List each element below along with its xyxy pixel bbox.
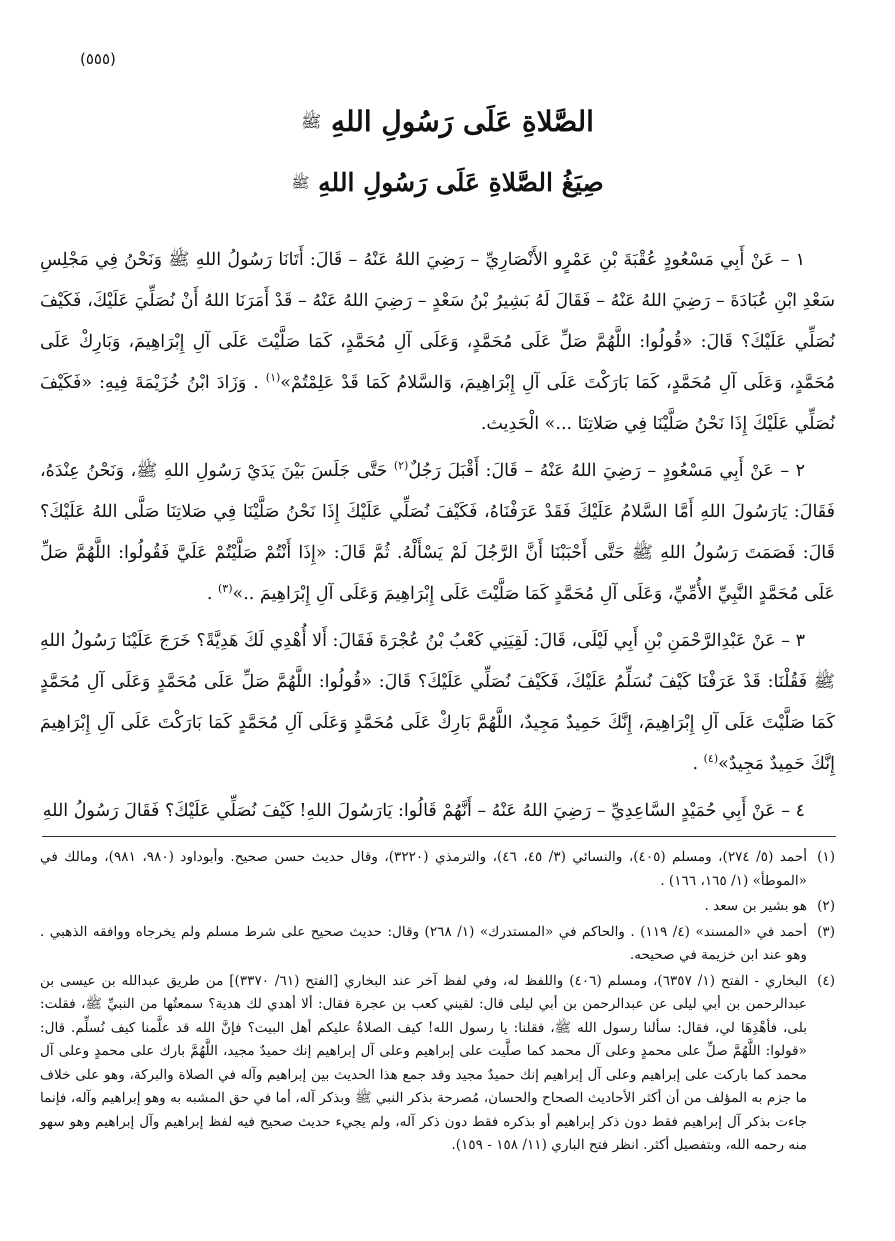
hadith-number: ٣ [795,631,805,651]
footnote-number: (٣) [817,923,836,940]
hadith-text: – عَنْ أَبِي حُمَيْدٍ السَّاعِدِيِّ – رَضِيَ اللهُ عَنْهُ – أَنَّهُمْ قَالُوا: يَارَسُولَ اللهِ! كَيْفَ نُصَلِّي عَلَيْكَ؟ فَقَالَ رَسُولُ اللهِ [42,801,791,821]
footnote [40,846,835,893]
chapter-title [0,105,895,138]
hadith-text: . وَزَادَ ابْنُ خُزَيْمَةَ فِيهِ: «فَكَيْفَ نُصَلِّي عَلَيْكَ إِذَا نَحْنُ صَلَّيْنَا فِي صَلاتِنَا ...» الْحَدِيث. [40,373,835,434]
footnote-text: البخاري - الفتح (١/ ٦٣٥٧)، ومسلم (٤٠٦) واللفظ له، وفي لفظ آخر عند البخاري [الفتح (٦١/ ٣٣٧٠)] من طريق عبدالله بن عيسى بن عبدالرحمن بن أبي ليلى عن عبدالرحمن بن أبي ليلى قال: لقيني كعب بن عجرة فقال: ألا أهدي لك هدية؟ سمعتُها من النبيِّ ﷺ، فقلت: بلى، فأهْدِهَا لي، فقال: سألنا رسول الله ﷺ، فقلنا: يا رسول الله! كيف الصلاةُ عليكم أهل البيت؟ فإنَّ الله قد علَّمنا كيف نُسلِّم. قال: «قولوا: اللَّهُمَّ صلِّ على محمدٍ وعلى آل محمد كما صلَّيت على إبراهيم وعلى آل إبراهيم إنك حميدٌ مجيد، اللَّهُمَّ بارك على محمدٍ وعلى آل محمد كما باركت على إبراهيم وعلى آل إبراهيم إنك حميدٌ مجيد وقد جمع هذا الحديث بين إبراهيم وآله في الصلاة والبركة، وهو على خلاف ما جزم به المؤلف من أن أكثر الأحاديث الصحاح والحسان، مُصرحة بذكر النبي ﷺ وبذكر آله، أما في حق المشبه به وهو إبراهيم وآله، فإنما جاءت بذكر آل إبراهيم فقط دون ذكر إبراهيم أو بذكره فقط دون ذكر آله، ولم يجيء حديث صحيح فيه لفظ إبراهيم وآل إبراهيم وهو سهو منه رحمه الله، وبتفصيل أكثر. انظر فتح الباري (١١/ ١٥٨ - ١٥٩). [40,972,807,1153]
hadith-text: – عَنْ أَبِي مَسْعُودٍ – رَضِيَ اللهُ عَنْهُ – قَالَ: أَقْبَلَ رَجُلٌ [408,461,790,481]
footnote-text: هو بشير بن سعد . [704,898,807,914]
hadith-paragraph [40,791,835,832]
chapter-title-text: الصَّلاةِ عَلَى رَسُولِ اللهِ [331,105,594,138]
footnote-number: (٤) [817,972,835,989]
footnote [40,921,835,968]
footnote-separator [42,836,836,837]
footnote [40,895,835,919]
hadith-text: حَتَّى جَلَسَ بَيْنَ يَدَيْ رَسُولِ اللهِ ﷺ، وَنَحْنُ عِنْدَهُ، فَقَالَ: يَارَسُولَ اللهِ أَمَّا السَّلامُ عَلَيْكَ فَقَدْ عَرَفْنَاهُ، فَكَيْفَ نُصَلِّي عَلَيْكَ إِذَا نَحْنُ صَلَّيْنَا فِي صَلاتِنَا صَلَّى اللهُ عَلَيْكَ؟ قَالَ: فَصَمَتَ رَسُولُ اللهِ ﷺ حَتَّى أَحْبَبْنَا أَنَّ الرَّجُلَ لَمْ يَسْأَلْهُ. ثُمَّ قَالَ: «إِذَا أَنْتُمْ صَلَّيْتُمْ عَلَيَّ فَقُولُوا: اللَّهُمَّ صَلِّ عَلَى مُحَمَّدٍ النَّبِيِّ الأُمِّيِّ، وَعَلَى آلِ مُحَمَّدٍ كَمَا صَلَّيْتَ عَلَى إِبْرَاهِيمَ وَعَلَى آلِ إِبْرَاهِيمَ ..» [40,461,835,604]
hadith-text: – عَنْ أَبِي مَسْعُودٍ عُقْبَةَ بْنِ عَمْرٍو الأَنْصَارِيِّ – رَضِيَ اللهُ عَنْهُ – قَالَ: أَتَانَا رَسُولُ اللهِ ﷺ وَنَحْنُ فِي مَجْلِسِ سَعْدِ ابْنِ عُبَادَةَ – رَضِيَ اللهُ عَنْهُ – فَقَالَ لَهُ بَشِيرُ بْنُ سَعْدٍ – رَضِيَ اللهُ عَنْهُ – قَدْ أَمَرَنَا اللهُ أَنْ نُصَلِّيَ عَلَيْكَ، فَكَيْفَ نُصَلِّي عَلَيْكَ؟ قَالَ: «قُولُوا: اللَّهُمَّ صَلِّ عَلَى مُحَمَّدٍ، وَعَلَى آلِ مُحَمَّدٍ، كَمَا صَلَّيْتَ عَلَى آلِ إِبْرَاهِيمَ، وَبَارِكْ عَلَى مُحَمَّدٍ، وَعَلَى آلِ مُحَمَّدٍ، كَمَا بَارَكْتَ عَلَى آلِ إِبْرَاهِيمَ، وَالسَّلامُ كَمَا قَدْ عَلِمْتُمْ» [40,250,835,393]
page-number: (٥٥٥) [80,50,116,68]
footnote-number: (١) [817,849,835,865]
footnote-text: أحمد في «المسند» (٤/ ١١٩) . والحاكم في «المستدرك» (١/ ٢٦٨) وقال: حديث صحيح على شرط مسلم ولم يخرجاه ووافقه الذهبي . وهو عند ابن خزيمة في صحيحه. [40,923,808,963]
section-title [0,168,895,197]
salutation-icon: ﷺ [291,173,310,192]
hadith-number: ١ [795,250,805,270]
hadith-text: . [206,584,213,604]
footnote-reference[interactable]: (٣) [217,582,233,596]
hadith-paragraph [40,240,835,445]
section-title-text: صِيَغُ الصَّلاةِ عَلَى رَسُولِ اللهِ [318,168,604,197]
footnote [40,970,835,1158]
hadith-number: ٢ [795,461,805,481]
hadith-text: – عَنْ عَبْدِالرَّحْمَنِ بْنِ أَبِي لَيْلَى، قَالَ: لَقِيَنِي كَعْبُ بْنُ عُجْرَةَ فَقَالَ: أَلا أُهْدِي لَكَ هَدِيَّةً؟ خَرَجَ عَلَيْنَا رَسُولُ اللهِ ﷺ فَقُلْنَا: قَدْ عَرَفْنَا كَيْفَ نُسَلِّمُ عَلَيْكَ، فَكَيْفَ نُصَلِّي عَلَيْكَ؟ قَالَ: «قُولُوا: اللَّهُمَّ صَلِّ عَلَى مُحَمَّدٍ وَعَلَى آلِ مُحَمَّدٍ كَمَا صَلَّيْتَ عَلَى آلِ إِبْرَاهِيمَ، إِنَّكَ حَمِيدٌ مَجِيدٌ، اللَّهُمَّ بَارِكْ عَلَى مُحَمَّدٍ وَعَلَى آلِ مُحَمَّدٍ كَمَا بَارَكْتَ عَلَى آلِ إِبْرَاهِيمَ إِنَّكَ حَمِيدٌ مَجِيدٌ» [40,631,835,774]
footnote-reference[interactable]: (٢) [393,459,409,473]
hadith-text: . [692,754,699,774]
footnote-reference[interactable]: (٤) [703,752,719,766]
footnote-text: أحمد (٥/ ٢٧٤)، ومسلم (٤٠٥)، والنسائي (٣/ ٤٥، ٤٦)، والترمذي (٣٢٢٠)، وقال حديث حسن صحيح. وأبوداود (٩٨٠، ٩٨١)، ومالك في «الموطأ» (١/ ١٦٥، ١٦٦) . [40,849,807,889]
hadith-number: ٤ [795,801,805,821]
footnote-number: (٢) [817,898,835,914]
footnote-reference[interactable]: (١) [265,371,281,385]
hadith-paragraph [40,621,835,785]
footnotes [40,846,835,1160]
main-text [40,240,835,832]
salutation-icon: ﷺ [301,111,322,131]
hadith-paragraph [40,451,835,615]
